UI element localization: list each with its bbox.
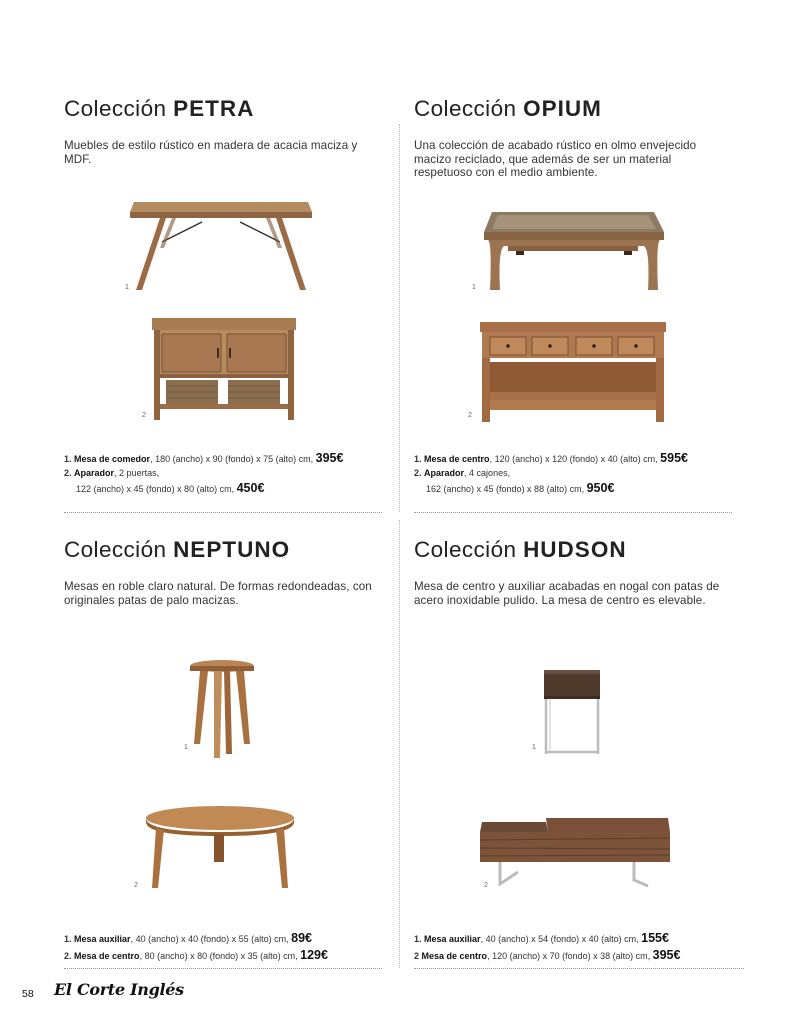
product-name: Aparador: [424, 468, 465, 478]
collection-description: Una colección de acabado rústico en olmo envejecido macizo reciclado, que además de ser un material respetuoso con el medio ambiente.: [414, 139, 697, 180]
price: 89€: [291, 931, 313, 945]
price: 129€: [300, 948, 328, 962]
price: 950€: [586, 481, 615, 495]
image-label: 1: [532, 744, 536, 751]
image-label: 2: [468, 412, 472, 419]
image-label: 2: [142, 412, 146, 419]
collection-description: Mesas en roble claro natural. De formas redondeadas, con originales patas de palo macizas.: [64, 580, 372, 607]
collection-title: Colección PETRA: [64, 96, 255, 121]
product-name: Mesa auxiliar: [74, 934, 131, 944]
image-label: 2: [484, 882, 488, 889]
spec-line: 162 (ancho) x 45 (fondo) x 88 (alto) cm, 950€: [426, 481, 615, 495]
section-hudson: [414, 537, 732, 607]
spec-line: 2. Aparador, 2 puertas,: [64, 468, 160, 478]
section-divider: [64, 968, 382, 969]
column-divider: [399, 124, 400, 512]
collection-title: Colección OPIUM: [414, 96, 602, 121]
coffee-table-icon: [482, 210, 666, 292]
column-divider: [399, 520, 400, 968]
brand-logo: El Corte Inglés: [54, 980, 184, 999]
product-specs: [414, 930, 680, 964]
spec-line: 1. Mesa de centro, 120 (ancho) x 120 (fondo) x 40 (alto) cm, 595€: [414, 451, 688, 465]
product-name: Aparador: [74, 468, 115, 478]
spec-line: 1. Mesa de comedor, 180 (ancho) x 90 (fondo) x 75 (alto) cm, 395€: [64, 451, 344, 465]
product-specs: [414, 450, 688, 497]
image-label: 1: [184, 744, 188, 751]
round-coffee-table-icon: [144, 804, 296, 890]
collection-title: Colección NEPTUNO: [64, 537, 291, 562]
dining-table-icon: [128, 198, 314, 294]
image-label: 2: [134, 882, 138, 889]
price: 450€: [236, 481, 265, 495]
image-label: 1: [125, 284, 129, 291]
section-neptuno: [64, 537, 382, 607]
product-name: Mesa de centro: [74, 951, 140, 961]
product-name: Mesa de comedor: [74, 454, 151, 464]
side-table-icon: [188, 658, 256, 760]
spec-line: 1. Mesa auxiliar, 40 (ancho) x 40 (fondo) x 55 (alto) cm, 89€: [64, 931, 313, 945]
console-table-icon: [480, 322, 666, 422]
collection-title: Colección HUDSON: [414, 537, 627, 562]
spec-line: 2. Mesa de centro, 80 (ancho) x 80 (fondo) x 35 (alto) cm, 129€: [64, 948, 328, 962]
collection-description: Mesa de centro y auxiliar acabadas en nogal con patas de acero inoxidable pulido. La mesa de centro es elevable.: [414, 580, 720, 607]
side-table-steel-icon: [542, 670, 602, 756]
section-divider: [64, 512, 382, 513]
product-specs: [64, 450, 343, 497]
section-petra: [64, 96, 382, 166]
price: 395€: [315, 451, 344, 465]
spec-line: 1. Mesa auxiliar, 40 (ancho) x 54 (fondo) x 40 (alto) cm, 155€: [414, 931, 669, 945]
page-number: 58: [22, 988, 34, 1000]
spec-line: 122 (ancho) x 45 (fondo) x 80 (alto) cm, 450€: [76, 481, 265, 495]
product-name: Mesa de centro: [424, 454, 490, 464]
price: 155€: [641, 931, 669, 945]
product-specs: [64, 930, 328, 964]
price: 595€: [660, 451, 688, 465]
product-name: Mesa auxiliar: [424, 934, 481, 944]
section-divider: [414, 968, 744, 969]
spec-line: 2 Mesa de centro, 120 (ancho) x 70 (fondo) x 38 (alto) cm, 395€: [414, 948, 681, 962]
lift-top-coffee-table-icon: [478, 814, 672, 890]
spec-line: 2. Aparador, 4 cajones,: [414, 468, 511, 478]
image-label: 1: [472, 284, 476, 291]
section-opium: [414, 96, 732, 180]
sideboard-icon: [152, 318, 296, 420]
collection-description: Muebles de estilo rústico en madera de acacia maciza y MDF.: [64, 139, 358, 166]
price: 395€: [652, 948, 681, 962]
section-divider: [414, 512, 732, 513]
product-name: Mesa de centro: [421, 951, 488, 961]
